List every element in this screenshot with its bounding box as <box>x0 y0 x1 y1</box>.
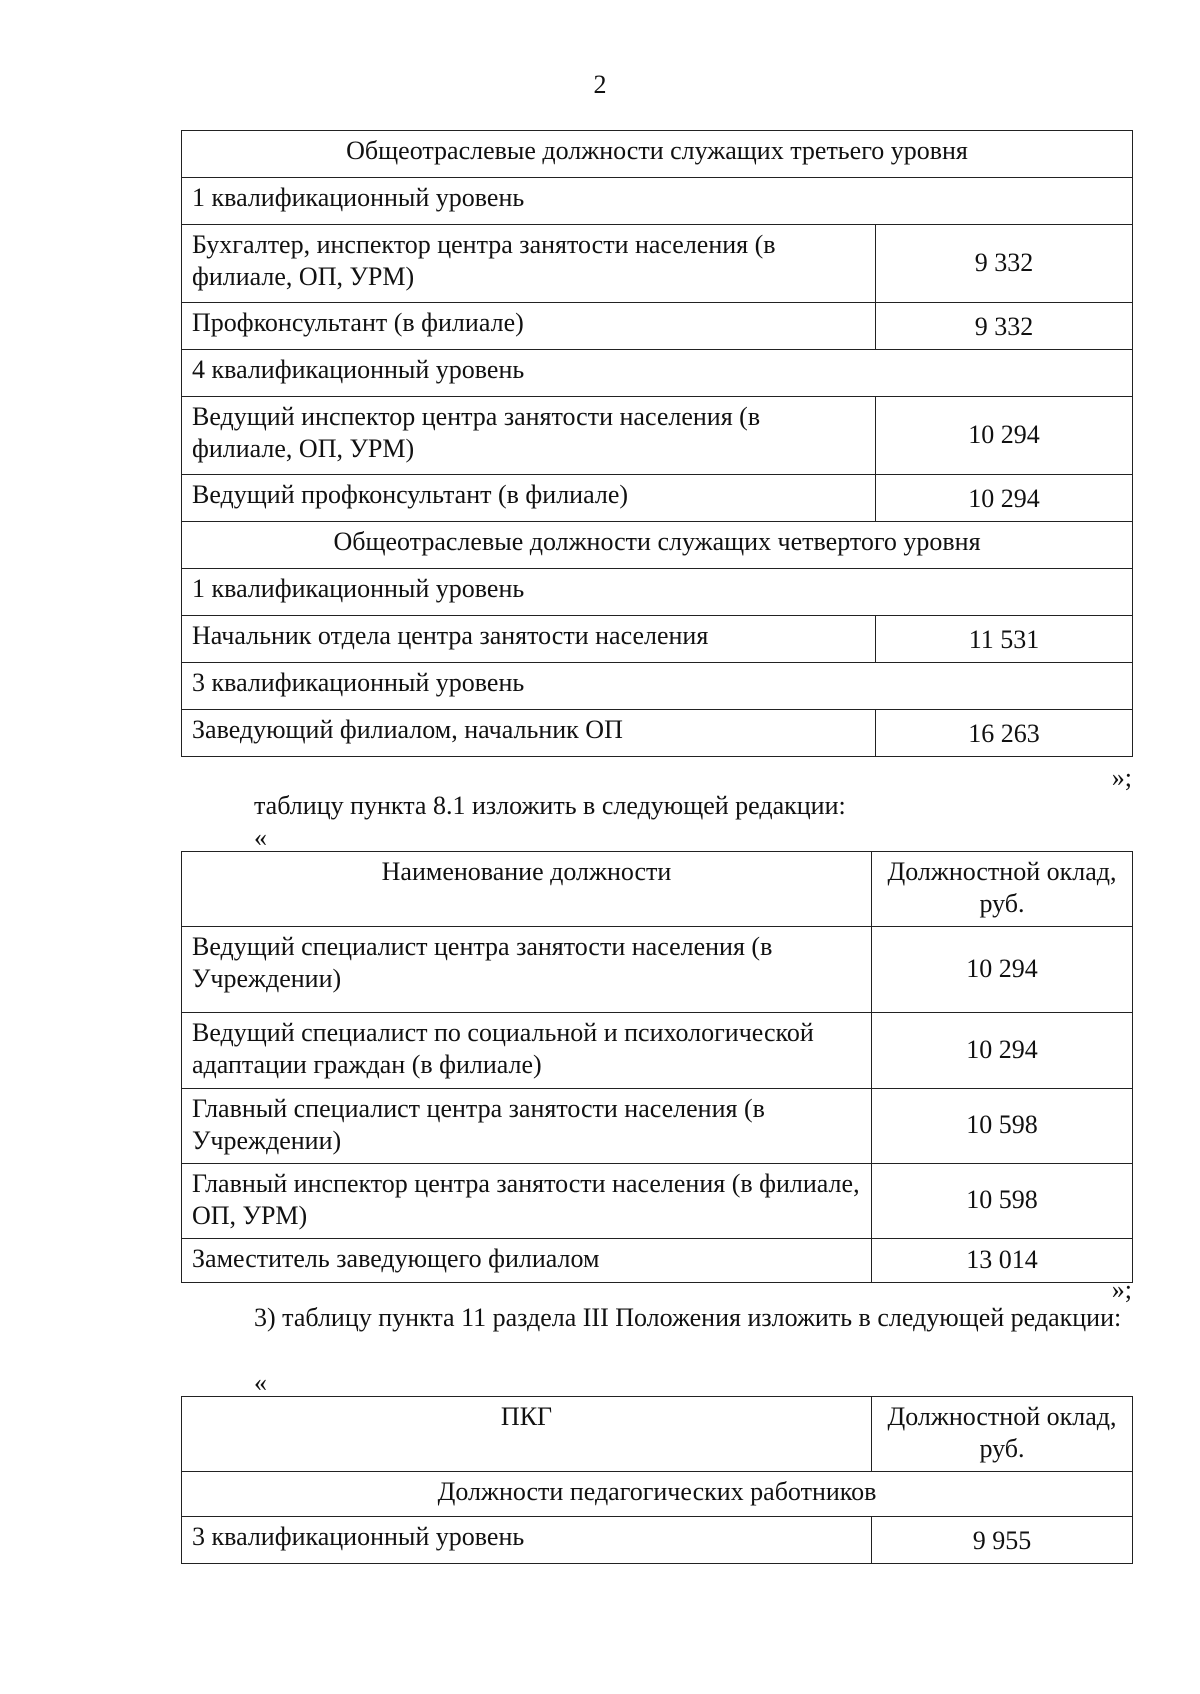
table-level-row <box>182 350 1133 397</box>
opening-quote-mark: « <box>254 1368 267 1397</box>
table-row <box>182 1013 1133 1089</box>
salary-value: 9 955 <box>872 1517 1133 1564</box>
table-row <box>182 1239 1133 1283</box>
page-number: 2 <box>593 70 607 99</box>
table-section-header <box>182 131 1133 178</box>
column-header: Наименование должности <box>182 852 872 927</box>
table-header-row <box>182 852 1133 927</box>
salary-table-3 <box>181 1396 1133 1564</box>
table-row <box>182 927 1133 1013</box>
salary-value: 11 531 <box>876 616 1133 663</box>
salary-value: 10 294 <box>876 475 1133 522</box>
closing-quote-mark: »; <box>1111 763 1132 792</box>
salary-value: 9 332 <box>876 225 1133 303</box>
table-section-header <box>182 522 1133 569</box>
table-row <box>182 1517 1133 1564</box>
position-name: Ведущий инспектор центра занятости населения (в филиале, ОП, УРМ) <box>182 397 876 475</box>
position-name: Главный специалист центра занятости населения (в Учреждении) <box>182 1089 872 1164</box>
position-name: Ведущий специалист центра занятости населения (в Учреждении) <box>182 927 872 1013</box>
opening-quote-mark: « <box>254 823 267 852</box>
qualification-level: 4 квалификационный уровень <box>182 350 1133 397</box>
table-level-row <box>182 178 1133 225</box>
salary-value: 10 294 <box>876 397 1133 475</box>
column-header: Должностной оклад, руб. <box>872 1397 1133 1472</box>
table-section-header <box>182 1472 1133 1517</box>
position-name: Заведующий филиалом, начальник ОП <box>182 710 876 757</box>
position-name: Профконсультант (в филиале) <box>182 303 876 350</box>
table-row <box>182 1164 1133 1239</box>
table-level-row <box>182 569 1133 616</box>
table-row <box>182 616 1133 663</box>
position-name: Ведущий профконсультант (в филиале) <box>182 475 876 522</box>
salary-value: 13 014 <box>872 1239 1133 1283</box>
salary-value: 16 263 <box>876 710 1133 757</box>
table-row <box>182 710 1133 757</box>
position-name: Бухгалтер, инспектор центра занятости населения (в филиале, ОП, УРМ) <box>182 225 876 303</box>
salary-value: 9 332 <box>876 303 1133 350</box>
section-title: Общеотраслевые должности служащих четвертого уровня <box>182 522 1133 569</box>
table-level-row <box>182 663 1133 710</box>
qualification-level: 1 квалификационный уровень <box>182 178 1133 225</box>
salary-table-1 <box>181 130 1133 757</box>
salary-value: 10 598 <box>872 1089 1133 1164</box>
paragraph-text: таблицу пункта 8.1 изложить в следующей редакции: <box>254 791 846 820</box>
column-header: Должностной оклад, руб. <box>872 852 1133 927</box>
salary-value: 10 294 <box>872 1013 1133 1089</box>
position-name: 3 квалификационный уровень <box>182 1517 872 1564</box>
salary-value: 10 598 <box>872 1164 1133 1239</box>
paragraph-text: 3) таблицу пункта 11 раздела III Положения изложить в следующей редакции: <box>254 1303 1122 1332</box>
position-name: Ведущий специалист по социальной и психологической адаптации граждан (в филиале) <box>182 1013 872 1089</box>
salary-value: 10 294 <box>872 927 1133 1013</box>
table-row <box>182 225 1133 303</box>
qualification-level: 1 квалификационный уровень <box>182 569 1133 616</box>
position-name: Начальник отдела центра занятости населения <box>182 616 876 663</box>
table-row <box>182 475 1133 522</box>
table-header-row <box>182 1397 1133 1472</box>
position-name: Главный инспектор центра занятости населения (в филиале, ОП, УРМ) <box>182 1164 872 1239</box>
qualification-level: 3 квалификационный уровень <box>182 663 1133 710</box>
section-title: Общеотраслевые должности служащих третьего уровня <box>182 131 1133 178</box>
table-row <box>182 303 1133 350</box>
salary-table-2 <box>181 851 1133 1283</box>
table-row <box>182 397 1133 475</box>
section-title: Должности педагогических работников <box>182 1472 1133 1517</box>
table-row <box>182 1089 1133 1164</box>
column-header: ПКГ <box>182 1397 872 1472</box>
closing-quote-mark: »; <box>1111 1275 1132 1304</box>
position-name: Заместитель заведующего филиалом <box>182 1239 872 1283</box>
